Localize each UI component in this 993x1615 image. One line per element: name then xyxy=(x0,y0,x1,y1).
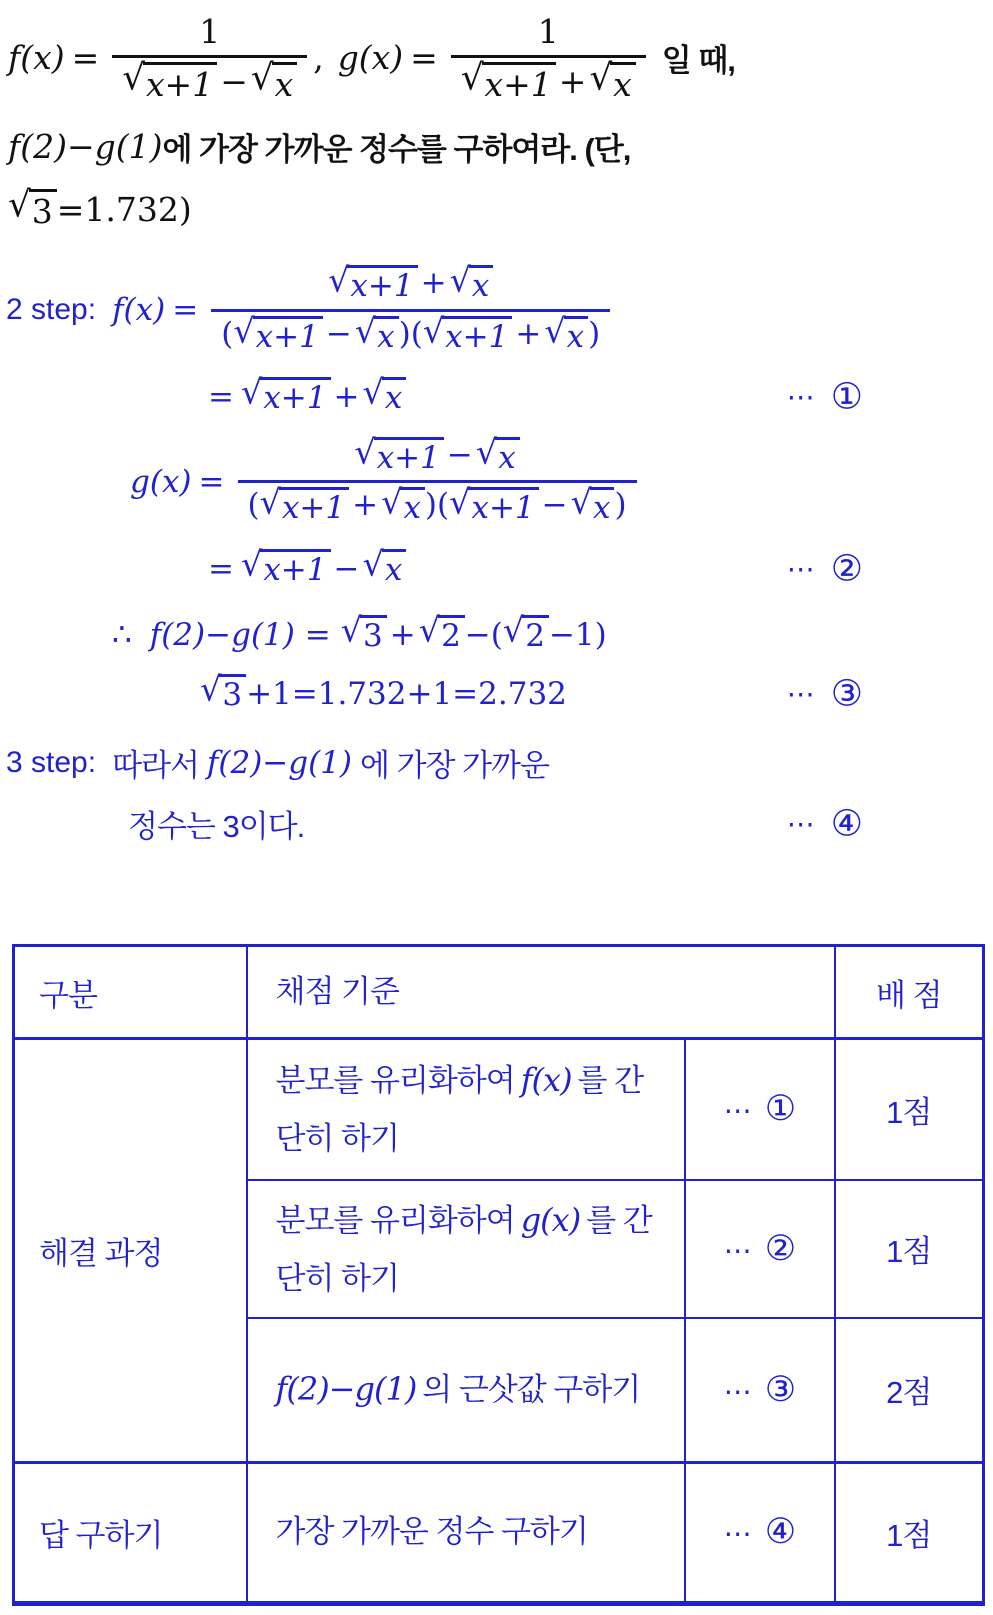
criteria-text: 를 간단히 하기 xyxy=(275,1202,652,1296)
table-header-row xyxy=(14,946,984,1039)
criteria-cell xyxy=(247,1039,685,1180)
solution-line-fx xyxy=(0,261,993,359)
criteria-math: f(2)−g(1) xyxy=(275,1370,417,1409)
radical-icon: √ xyxy=(328,260,350,300)
fraction-gx-definition xyxy=(451,8,646,108)
radical-icon: √ xyxy=(250,57,274,99)
equals-sign: = xyxy=(208,550,234,587)
plus-sign: + xyxy=(389,616,416,653)
sqrt-x-plus-1: √ x+1 xyxy=(260,487,350,527)
numerator-one: 1 xyxy=(537,12,559,51)
problem-condition-line xyxy=(8,184,993,231)
score-cell: 2점 xyxy=(835,1318,984,1462)
solution-line-final-1 xyxy=(0,740,993,785)
header-category: 구분 xyxy=(14,946,247,1039)
sqrt-x-plus-1: √ x+1 xyxy=(354,437,444,477)
criteria-text: 분모를 유리화하여 xyxy=(275,1062,515,1098)
minus-sign: − xyxy=(325,315,352,352)
right-paren: ) xyxy=(424,487,438,524)
equals-sign: = xyxy=(71,38,100,78)
sqrt-3: √ 3 xyxy=(200,674,246,714)
plus-sign: + xyxy=(333,378,360,415)
fx-symbol: f(x) xyxy=(112,292,166,329)
criteria-math: g(x) xyxy=(520,1200,581,1239)
plus-sign: + xyxy=(420,264,447,301)
circled-4-icon: ④ xyxy=(764,1512,796,1553)
sqrt-x-plus-1: √ x+1 xyxy=(449,487,539,527)
equals-sign: = xyxy=(208,378,234,415)
sqrt-x-plus-1: √ x+1 xyxy=(423,316,513,356)
plus-sign: + xyxy=(352,487,379,524)
sqrt-3: √ 3 xyxy=(341,615,387,655)
sqrt-x-plus-1: √ x+1 xyxy=(241,377,331,417)
conclusion-lhs: f(2)−g(1) = xyxy=(149,616,331,653)
criteria-text: 가장 가까운 정수 구하기 xyxy=(275,1514,588,1550)
sqrt-x: √ x xyxy=(589,62,635,104)
sqrt-x-plus-1: √ x+1 xyxy=(328,265,418,305)
sqrt-x: √ x xyxy=(362,549,406,589)
header-score: 배 점 xyxy=(835,946,984,1039)
score-cell: 1점 xyxy=(835,1039,984,1180)
approximation-equation: +1=1.732+1=2.732 xyxy=(246,676,567,713)
criteria-text: 의 근삿값 구하기 xyxy=(422,1372,641,1408)
circled-3-icon: ③ xyxy=(764,1369,796,1410)
ellipsis-icon: ⋯ xyxy=(786,552,815,586)
group-process-cell: 해결 과정 xyxy=(14,1039,247,1463)
fraction-denominator xyxy=(112,55,307,108)
radical-icon: √ xyxy=(418,610,441,650)
score-cell: 1점 xyxy=(835,1180,984,1319)
right-paren: ) xyxy=(398,315,411,352)
radical-icon: √ xyxy=(354,311,377,351)
given-value: =1.732) xyxy=(56,190,192,230)
ellipsis-icon: ⋯ xyxy=(786,380,815,414)
radical-icon: √ xyxy=(449,260,471,300)
score-cell: 1점 xyxy=(835,1462,984,1603)
target-expression: f(2)−g(1) xyxy=(8,126,163,166)
step-marker-4 xyxy=(787,803,863,844)
circled-2-icon: ② xyxy=(764,1228,796,1269)
fraction-denominator xyxy=(211,309,610,360)
plus-sign: + xyxy=(558,62,587,101)
ellipsis-icon: ⋯ xyxy=(723,1094,751,1128)
group-answer-cell: 답 구하기 xyxy=(14,1462,247,1603)
radical-icon: √ xyxy=(362,372,384,412)
solution-line-conclusion xyxy=(0,610,993,655)
header-criteria: 채점 기준 xyxy=(247,946,835,1039)
radical-icon: √ xyxy=(544,311,566,351)
sqrt-3: √ 3 xyxy=(8,189,57,231)
minus-sign: − xyxy=(333,550,360,587)
solution-line-gx xyxy=(0,433,993,531)
question-text: 에 가장 가까운 정수를 구하여라. (단, xyxy=(162,131,631,167)
problem-question-line xyxy=(8,124,993,169)
sqrt-x-plus-1: √ x+1 xyxy=(241,549,331,589)
left-paren: ( xyxy=(247,487,260,524)
radical-icon: √ xyxy=(8,184,31,226)
circled-2-icon: ② xyxy=(830,548,863,590)
criteria-cell xyxy=(247,1180,685,1319)
sqrt-x: √ x xyxy=(571,487,615,527)
radical-icon: √ xyxy=(460,57,484,99)
circled-1-icon: ① xyxy=(830,376,863,418)
ellipsis-icon: ⋯ xyxy=(723,1233,751,1267)
grading-table xyxy=(12,944,985,1606)
equals-sign: = xyxy=(410,38,438,78)
comma: , xyxy=(313,38,324,78)
radical-icon: √ xyxy=(200,670,222,710)
fx-symbol: f(x) xyxy=(8,38,65,78)
table-row xyxy=(14,1039,984,1180)
criteria-math: f(x) xyxy=(520,1060,572,1099)
marker-cell xyxy=(685,1039,835,1180)
radical-icon: √ xyxy=(259,483,281,523)
solution-line-approximation xyxy=(0,670,993,715)
step-marker-3 xyxy=(787,674,863,715)
sqrt-x: √ x xyxy=(355,316,399,356)
criteria-cell xyxy=(247,1318,685,1462)
plus-sign: + xyxy=(515,315,542,352)
gx-symbol: g(x) xyxy=(130,463,192,500)
minus-one-close-paren: −1) xyxy=(548,616,607,653)
sqrt-x: √ x xyxy=(251,62,297,104)
radical-icon: √ xyxy=(381,483,403,523)
right-paren: ) xyxy=(588,315,601,352)
fraction-numerator xyxy=(528,8,569,55)
ellipsis-icon: ⋯ xyxy=(786,807,815,840)
sqrt-x: √ x xyxy=(362,377,406,417)
target-expression: f(2)−g(1) xyxy=(206,744,353,781)
left-paren: ( xyxy=(221,315,234,352)
answer-text: 정수는 3이다. xyxy=(128,809,305,844)
circled-3-icon: ③ xyxy=(830,673,863,715)
solution-line-final-2 xyxy=(0,801,993,846)
right-paren: ) xyxy=(614,487,627,524)
criteria-text: 를 간단히 하기 xyxy=(275,1062,644,1157)
radical-icon: √ xyxy=(475,432,498,472)
radical-icon: √ xyxy=(340,610,363,650)
equals-sign: = xyxy=(198,463,225,500)
sqrt-2: √ 2 xyxy=(419,615,465,655)
solution-line-fx-result xyxy=(0,372,993,418)
radical-icon: √ xyxy=(422,311,445,351)
radical-icon: √ xyxy=(240,372,263,412)
step-marker-2 xyxy=(787,548,863,589)
step3-label: 3 step: xyxy=(6,745,97,779)
sqrt-2: √ 2 xyxy=(503,615,549,655)
step-marker-1 xyxy=(787,376,863,417)
radical-icon: √ xyxy=(570,483,592,523)
problem-statement xyxy=(0,0,993,231)
fraction-numerator xyxy=(189,8,230,55)
therefore-icon: ∴ xyxy=(112,616,132,653)
sqrt-x: √ x xyxy=(381,487,425,527)
criteria-cell xyxy=(247,1462,685,1603)
fraction-numerator xyxy=(344,433,529,481)
problem-formula-line xyxy=(8,8,993,108)
ellipsis-icon: ⋯ xyxy=(786,677,815,711)
marker-cell xyxy=(685,1180,835,1319)
sqrt-x-plus-1: √ x+1 xyxy=(122,62,217,104)
radical-icon: √ xyxy=(233,311,255,351)
minus-sign: − xyxy=(446,436,473,473)
minus-open-paren: −( xyxy=(464,616,503,653)
circled-4-icon: ④ xyxy=(830,803,863,844)
sqrt-x: √ x xyxy=(544,316,588,356)
ellipsis-icon: ⋯ xyxy=(723,1517,751,1551)
fraction-denominator xyxy=(451,55,646,108)
criteria-text: 분모를 유리화하여 xyxy=(275,1202,515,1238)
ellipsis-icon: ⋯ xyxy=(723,1374,751,1408)
sqrt-x: √ x xyxy=(450,265,494,305)
fraction-fx-rationalized xyxy=(211,261,610,359)
fraction-gx-rationalized xyxy=(238,433,637,531)
fraction-denominator xyxy=(238,480,637,531)
left-paren: ( xyxy=(437,487,450,524)
left-paren: ( xyxy=(410,315,423,352)
equals-sign: = xyxy=(172,292,199,329)
marker-cell xyxy=(685,1318,835,1462)
sqrt-x-plus-1: √ x+1 xyxy=(461,62,556,104)
table-row xyxy=(14,1462,984,1603)
sqrt-x-plus-1: √ x+1 xyxy=(233,316,323,356)
radical-icon: √ xyxy=(240,544,263,584)
minus-sign: − xyxy=(541,487,568,524)
fraction-numerator xyxy=(318,261,503,309)
circled-1-icon: ① xyxy=(764,1089,796,1130)
solution-steps xyxy=(0,261,993,846)
gx-symbol: g(x) xyxy=(337,38,404,78)
numerator-one: 1 xyxy=(199,12,221,51)
radical-icon: √ xyxy=(589,57,613,99)
when-text: 일 때, xyxy=(661,43,735,79)
fraction-fx-definition xyxy=(112,8,307,108)
radical-icon: √ xyxy=(449,483,471,523)
sqrt-x: √ x xyxy=(476,437,520,477)
radical-icon: √ xyxy=(502,610,525,650)
radical-icon: √ xyxy=(362,544,384,584)
radical-icon: √ xyxy=(122,57,145,99)
marker-cell xyxy=(685,1462,835,1603)
therefore-text: 따라서 xyxy=(112,748,199,783)
step2-label: 2 step: xyxy=(6,293,97,327)
minus-sign: − xyxy=(220,62,248,101)
solution-line-gx-result xyxy=(0,544,993,590)
closest-integer-text: 에 가장 가까운 xyxy=(360,748,549,783)
radical-icon: √ xyxy=(354,432,376,472)
